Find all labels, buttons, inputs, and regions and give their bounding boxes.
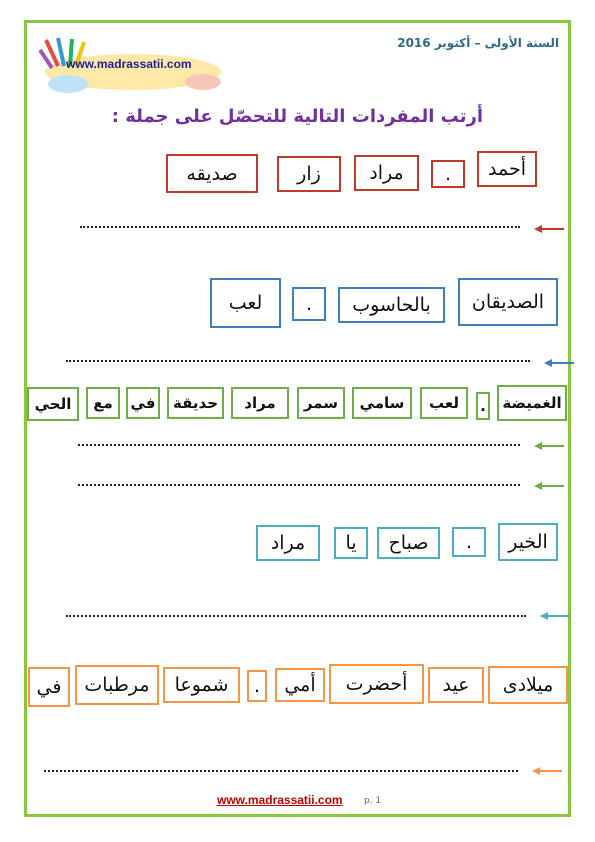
word-card[interactable]: مع	[86, 387, 120, 419]
arrow-left-icon	[534, 481, 564, 491]
word-card[interactable]: .	[452, 527, 486, 557]
word-card[interactable]: الغميضة	[497, 385, 567, 421]
word-card[interactable]: .	[292, 287, 326, 321]
word-card[interactable]: حديقة	[167, 387, 224, 419]
word-card[interactable]: الخير	[498, 523, 558, 561]
word-card[interactable]: مراد	[354, 155, 419, 191]
word-card[interactable]: يا	[334, 527, 368, 559]
word-card[interactable]: مرطبات	[75, 665, 159, 705]
answer-line[interactable]	[66, 357, 530, 362]
answer-line[interactable]	[78, 481, 520, 486]
answer-line[interactable]	[78, 441, 520, 446]
word-card[interactable]: الحي	[27, 387, 79, 421]
word-card[interactable]: .	[431, 160, 465, 188]
arrow-left-icon	[534, 224, 564, 234]
word-card[interactable]: مراد	[256, 525, 320, 561]
word-card[interactable]: أحضرت	[329, 664, 424, 704]
word-card[interactable]: عيد	[428, 667, 484, 703]
word-card[interactable]: لعب	[210, 278, 281, 328]
answer-line[interactable]	[44, 767, 518, 772]
header-year-label: السنة الأولى – أكتوبر 2016	[397, 36, 559, 50]
answer-line[interactable]	[80, 223, 520, 228]
word-card[interactable]: ميلادى	[488, 666, 568, 704]
arrow-left-icon	[532, 766, 562, 776]
word-card[interactable]: صباح	[377, 527, 440, 559]
instruction-title: أرتب المفردات التالية للتحصّل على جملة :	[111, 106, 483, 127]
footer-url-link[interactable]: www.madrassatii.com	[217, 793, 343, 807]
word-card[interactable]: شموعا	[163, 667, 240, 703]
arrow-left-icon	[534, 441, 564, 451]
word-card[interactable]: صديقه	[166, 154, 258, 193]
word-card[interactable]: لعب	[420, 387, 468, 419]
word-card[interactable]: سامي	[352, 387, 412, 419]
word-card[interactable]: في	[28, 667, 70, 707]
word-card[interactable]: مراد	[231, 387, 289, 419]
word-card[interactable]: زار	[277, 156, 341, 192]
word-card[interactable]: الصديقان	[458, 278, 558, 326]
page-number: p. 1	[364, 796, 382, 806]
word-card[interactable]: في	[126, 387, 160, 419]
answer-line[interactable]	[66, 612, 526, 617]
word-card[interactable]: أمي	[275, 668, 325, 702]
arrow-left-icon	[540, 611, 570, 621]
word-card[interactable]: .	[247, 670, 267, 702]
arrow-left-icon	[544, 358, 574, 368]
word-card[interactable]: .	[476, 392, 490, 420]
word-card[interactable]: سمر	[297, 387, 345, 419]
word-card[interactable]: بالحاسوب	[338, 287, 445, 323]
logo-url: www.madrassatii.com	[66, 57, 192, 71]
word-card[interactable]: أحمد	[477, 151, 537, 187]
